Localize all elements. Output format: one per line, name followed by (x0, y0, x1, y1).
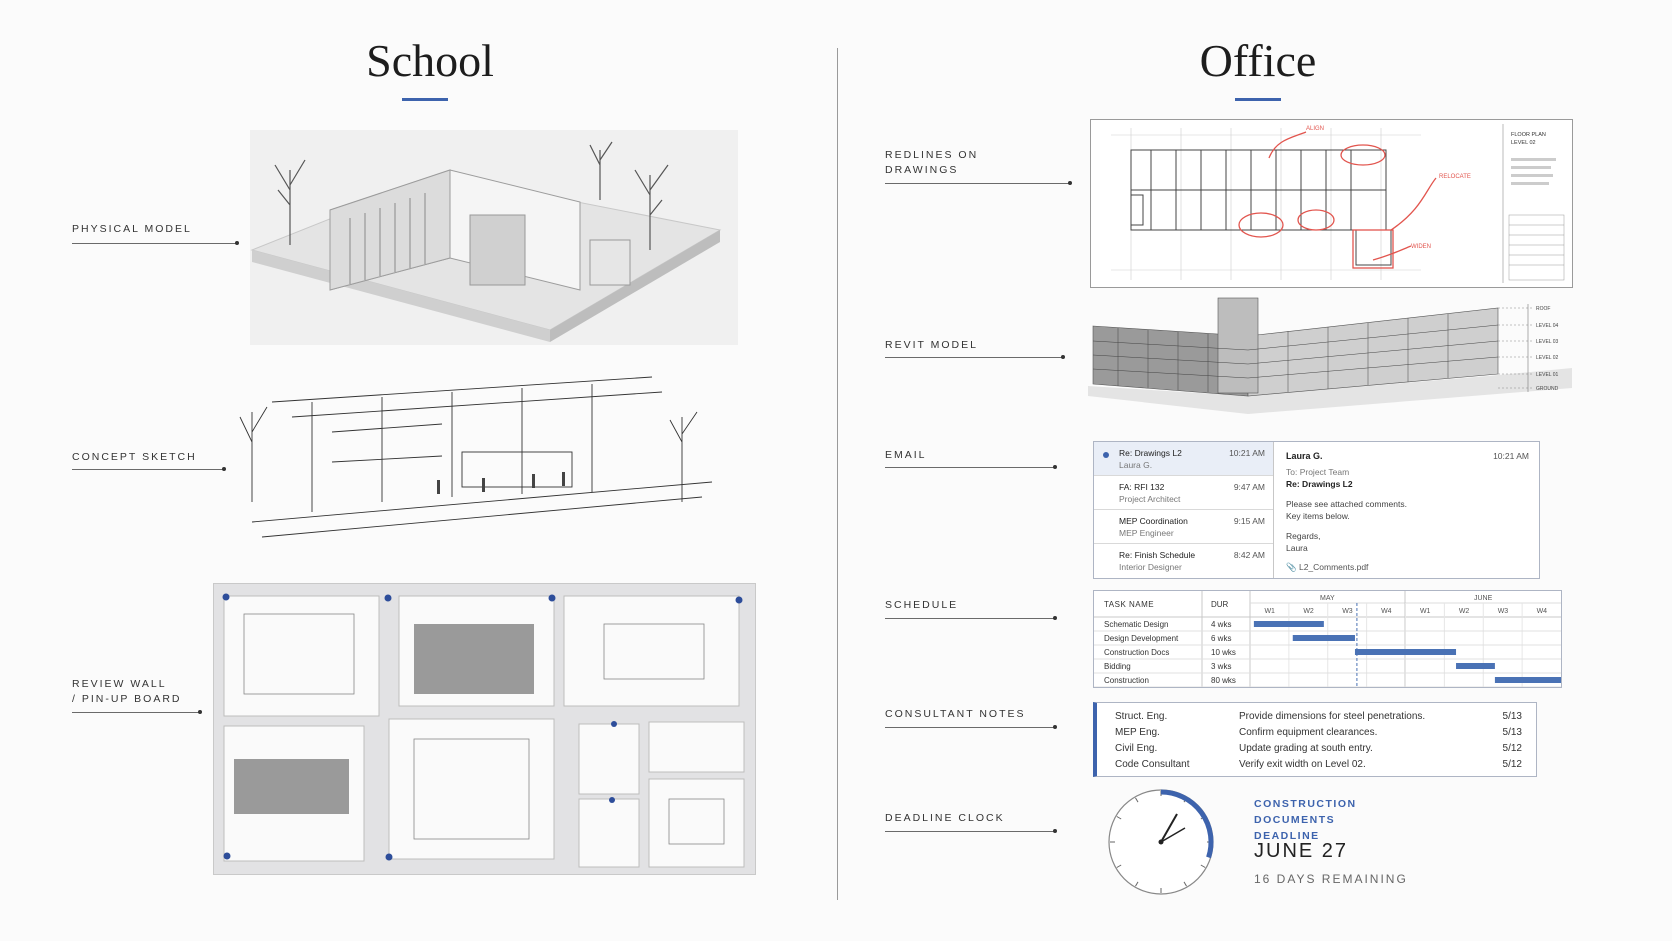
revit-level-01: LEVEL 01 (1536, 372, 1559, 378)
leader-consultant-notes (885, 727, 1055, 728)
deadline-date: JUNE 27 (1254, 840, 1349, 862)
reading-subject: Re: Drawings L2 (1286, 479, 1353, 489)
sheet-title-line1: FLOOR PLAN (1511, 132, 1546, 138)
sheet-title-line2: LEVEL 02 (1511, 140, 1536, 146)
revit-level-03: LEVEL 03 (1536, 339, 1559, 345)
gantt-week-label: W2 (1458, 608, 1470, 615)
revit-model-image (1088, 296, 1572, 414)
label-consultant-notes: CONSULTANT NOTES (885, 708, 1026, 720)
label-review-wall-line1: REVIEW WALL (72, 678, 167, 690)
gantt-task-name: Construction (1104, 676, 1149, 685)
redlines-drawing-sheet (1090, 119, 1573, 288)
gantt-chart (1094, 591, 1561, 687)
reading-sender: Laura G. (1286, 451, 1323, 461)
gantt-week-label: W2 (1303, 608, 1314, 615)
email-sender: MEP Engineer (1119, 528, 1174, 538)
deadline-remaining: 16 DAYS REMAINING (1254, 872, 1408, 886)
note-text: Confirm equipment clearances. (1239, 727, 1378, 738)
note-consultant: Civil Eng. (1115, 743, 1158, 754)
redline-align: ALIGN (1306, 126, 1325, 132)
reading-sign-2: Laura (1286, 543, 1308, 553)
label-redlines-line2: DRAWINGS (885, 164, 959, 176)
note-date: 5/13 (1502, 727, 1522, 738)
reading-to: To: Project Team (1286, 467, 1350, 477)
gantt-task-name: Schematic Design (1104, 620, 1169, 629)
gantt-task-duration: 3 wks (1211, 662, 1232, 671)
redline-relocate: RELOCATE (1439, 174, 1471, 180)
email-client (1093, 441, 1540, 579)
deadline-title-line1: CONSTRUCTION DOCUMENTS (1254, 798, 1357, 826)
concept-sketch-drawing (232, 362, 728, 552)
column-divider (837, 48, 838, 900)
gantt-bar (1495, 677, 1561, 683)
gantt-month-june: JUNE (1474, 595, 1493, 602)
label-schedule: SCHEDULE (885, 599, 959, 611)
gantt-task-name: Bidding (1104, 662, 1131, 671)
gantt-col-task: TASK NAME (1104, 600, 1155, 609)
gantt-bar (1456, 663, 1495, 669)
deadline-title-line2: DEADLINE (1254, 830, 1320, 842)
note-consultant: Code Consultant (1115, 759, 1190, 770)
leader-concept-sketch (72, 469, 224, 470)
email-time: 8:42 AM (1233, 550, 1265, 560)
gantt-week-label: W1 (1264, 608, 1275, 615)
revit-level-ground: GROUND (1536, 386, 1559, 392)
school-title-underline (402, 98, 448, 101)
note-date: 5/12 (1502, 743, 1522, 754)
leader-redlines (885, 183, 1070, 184)
label-physical-model: PHYSICAL MODEL (72, 223, 192, 235)
label-review-wall-line2: / PIN-UP BOARD (72, 693, 182, 705)
email-list-item[interactable] (1094, 442, 1273, 476)
gantt-week-label: W3 (1497, 608, 1509, 615)
gantt-col-dur: DUR (1211, 600, 1229, 609)
revit-model-drawing (1088, 296, 1572, 414)
email-sender: Laura G. (1119, 460, 1153, 470)
label-revit-model: REVIT MODEL (885, 339, 978, 351)
note-row (1115, 727, 1522, 743)
clock-icon (1105, 786, 1217, 898)
label-redlines-line1: REDLINES ON (885, 149, 979, 161)
note-row (1115, 711, 1522, 727)
leader-schedule (885, 618, 1055, 619)
email-sender: Project Architect (1119, 494, 1181, 504)
revit-level-02: LEVEL 02 (1536, 355, 1559, 361)
deadline-clock (1105, 786, 1217, 898)
physical-model-drawing (250, 130, 738, 345)
email-sender: Interior Designer (1119, 562, 1182, 572)
consultant-notes-panel (1093, 702, 1537, 777)
leader-revit-model (885, 357, 1063, 358)
reading-time: 10:21 AM (1493, 451, 1529, 461)
email-reading-pane (1286, 442, 1529, 578)
email-list-item[interactable] (1094, 476, 1273, 510)
note-row (1115, 759, 1522, 775)
email-time: 9:47 AM (1233, 482, 1265, 492)
reading-sign-1: Regards, (1286, 531, 1321, 541)
note-text: Provide dimensions for steel penetrations. (1239, 711, 1426, 722)
leader-email (885, 467, 1055, 468)
label-concept-sketch: CONCEPT SKETCH (72, 451, 197, 463)
unread-dot-icon (1103, 452, 1109, 458)
email-subject: Re: Finish Schedule (1119, 550, 1196, 560)
gantt-bar (1293, 635, 1355, 641)
label-review-wall (72, 677, 182, 707)
note-date: 5/13 (1502, 711, 1522, 722)
schedule-gantt (1093, 590, 1562, 688)
revit-level-04: LEVEL 04 (1536, 323, 1559, 329)
email-list-item[interactable] (1094, 510, 1273, 544)
email-subject: Re: Drawings L2 (1119, 448, 1182, 458)
gantt-task-duration: 10 wks (1211, 648, 1236, 657)
email-subject: MEP Coordination (1119, 516, 1188, 526)
gantt-month-may: MAY (1320, 595, 1335, 602)
note-date: 5/12 (1502, 759, 1522, 770)
gantt-bar (1355, 649, 1456, 655)
physical-model-image (250, 130, 738, 345)
label-redlines (885, 148, 978, 178)
revit-level-roof: ROOF (1536, 306, 1551, 312)
email-inbox-list (1094, 442, 1274, 578)
note-consultant: Struct. Eng. (1115, 711, 1168, 722)
redlines-floor-plan (1091, 120, 1572, 287)
note-consultant: MEP Eng. (1115, 727, 1160, 738)
gantt-bar (1254, 621, 1324, 627)
note-text: Verify exit width on Level 02. (1239, 759, 1366, 770)
label-deadline-clock: DEADLINE CLOCK (885, 812, 1005, 824)
reading-body-2: Key items below. (1286, 511, 1350, 521)
review-wall-board (213, 583, 756, 875)
school-title: School (366, 35, 494, 86)
label-email: EMAIL (885, 449, 927, 461)
gantt-week-label: W4 (1536, 608, 1548, 615)
gantt-task-duration: 4 wks (1211, 620, 1232, 629)
concept-sketch-image (232, 362, 728, 552)
leader-review-wall (72, 712, 200, 713)
gantt-week-label: W4 (1381, 608, 1392, 615)
office-title-underline (1235, 98, 1281, 101)
gantt-task-name: Design Development (1104, 634, 1179, 643)
note-text: Update grading at south entry. (1239, 743, 1373, 754)
email-list-item[interactable] (1094, 544, 1273, 578)
leader-physical-model (72, 243, 237, 244)
gantt-task-name: Construction Docs (1104, 648, 1170, 657)
email-time: 9:15 AM (1233, 516, 1265, 526)
attachment-name: L2_Comments.pdf (1298, 562, 1369, 572)
review-wall-drawing (214, 584, 757, 876)
email-subject: FA: RFI 132 (1119, 482, 1165, 492)
email-time: 10:21 AM (1229, 448, 1265, 458)
leader-deadline-clock (885, 831, 1055, 832)
email-attachment[interactable] (1286, 562, 1529, 573)
office-title: Office (1199, 35, 1317, 86)
deadline-title (1254, 796, 1434, 844)
redline-widen: WIDEN (1411, 244, 1431, 250)
note-row (1115, 743, 1522, 759)
gantt-week-label: W1 (1419, 608, 1431, 615)
gantt-week-label: W3 (1342, 608, 1353, 615)
gantt-task-duration: 6 wks (1211, 634, 1232, 643)
reading-body-1: Please see attached comments. (1286, 499, 1407, 509)
gantt-task-duration: 80 wks (1211, 676, 1236, 685)
paperclip-icon: 📎 (1286, 562, 1297, 572)
